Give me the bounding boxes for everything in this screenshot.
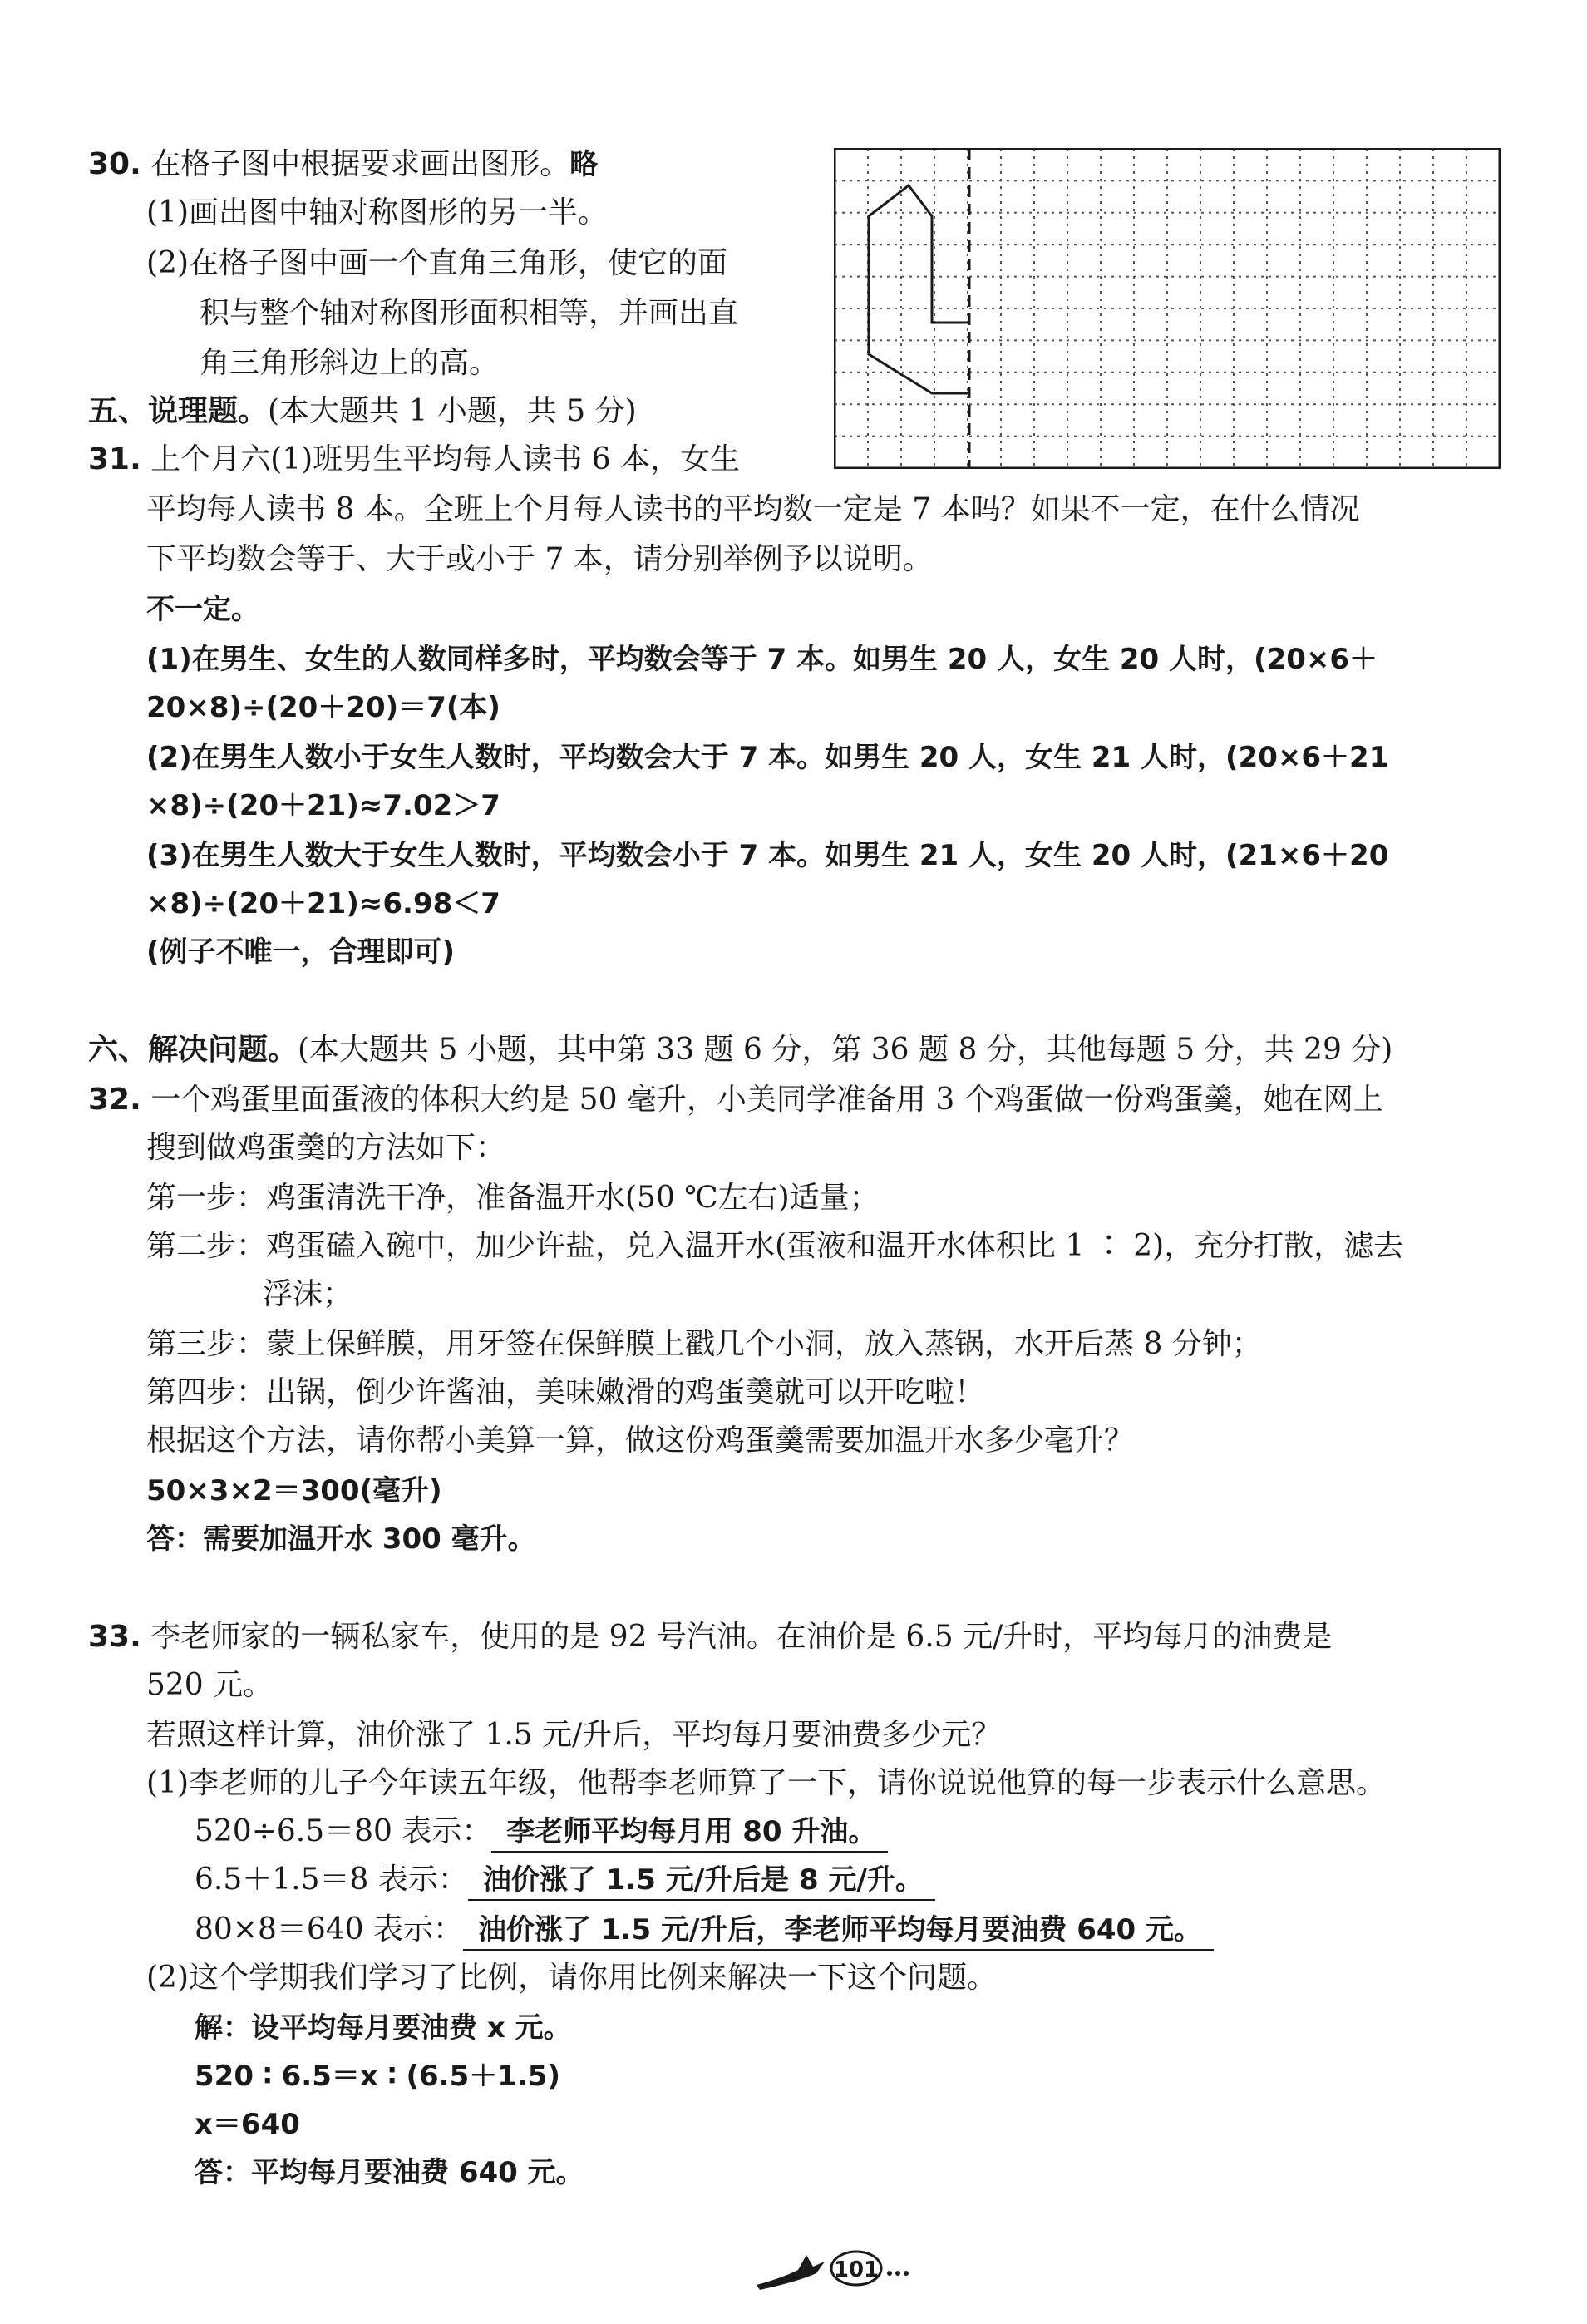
section-5-note: (本大题共 1 小题，共 5 分) xyxy=(268,394,637,428)
q31-answer-4: ×8)÷(20＋21)≈7.02＞7 xyxy=(146,789,500,822)
q30-part-2-line-2: 积与整个轴对称图形面积相等，并画出直 xyxy=(200,296,739,330)
q33-line-1 xyxy=(88,1618,1332,1656)
q31-line-1 xyxy=(88,441,740,479)
q33-answer-2: 520 ∶ 6.5＝x ∶ (6.5＋1.5) xyxy=(195,2060,561,2093)
q33-ask: 若照这样计算，油价涨了 1.5 元/升后，平均每月要油费多少元？ xyxy=(146,1718,1002,1752)
q33-part-1: (1)李老师的儿子今年读五年级，他帮李老师算了一下，请你说说他算的每一步表示什么意思。 xyxy=(146,1766,1386,1800)
section-6-heading xyxy=(88,1031,1392,1069)
q33-expr-2-answer: 油价涨了 1.5 元/升后是 8 元/升。 xyxy=(468,1861,935,1901)
question-number: 30. xyxy=(88,147,141,181)
runner-logo-icon xyxy=(757,2255,825,2290)
q33-line-2: 520 元。 xyxy=(146,1668,274,1702)
q32-line-2: 搜到做鸡蛋羹的方法如下： xyxy=(146,1131,506,1165)
q30-answer: 略 xyxy=(569,148,599,181)
q30-part-2-line-3: 角三角形斜边上的高。 xyxy=(200,346,500,380)
q32-answer-1: 50×3×2＝300(毫升) xyxy=(146,1474,442,1507)
q31-answer-0: 不一定。 xyxy=(146,593,259,626)
q31-line-2: 平均每人读书 8 本。全班上个月每人读书的平均数一定是 7 本吗？如果不一定，在什么情况 xyxy=(146,492,1360,526)
q32-text-1: 一个鸡蛋里面蛋液的体积大约是 50 毫升，小美同学准备用 3 个鸡蛋做一份鸡蛋羹，她在网上 xyxy=(150,1083,1383,1117)
grid-figure xyxy=(834,148,1501,469)
q31-text-1: 上个月六(1)班男生平均每人读书 6 本，女生 xyxy=(150,442,741,476)
question-number: 33. xyxy=(88,1620,141,1654)
q33-expr-1-answer: 李老师平均每月用 80 升油。 xyxy=(491,1813,888,1853)
q33-expr-3-answer: 油价涨了 1.5 元/升后，李老师平均每月要油费 640 元。 xyxy=(463,1911,1214,1951)
q30-stem: 在格子图中根据要求画出图形。 xyxy=(150,147,570,181)
q31-answer-2: 20×8)÷(20＋20)＝7(本) xyxy=(146,691,500,724)
q33-expr-1-label: 520÷6.5＝80 表示： xyxy=(195,1814,492,1848)
section-6-note: (本大题共 5 小题，其中第 33 题 6 分，第 36 题 8 分，其他每题 5 分，共 29 分) xyxy=(298,1033,1393,1067)
q30-line-1 xyxy=(88,146,598,184)
q32-step-1: 第一步：鸡蛋清洗干净，准备温开水(50 ℃左右)适量； xyxy=(146,1181,880,1215)
q31-answer-3: (2)在男生人数小于女生人数时，平均数会大于 7 本。如男生 20 人，女生 21 人时，(20×6＋21 xyxy=(146,741,1389,774)
q31-answer-1: (1)在男生、女生的人数同样多时，平均数会等于 7 本。如男生 20 人，女生 20 人时，(20×6＋ xyxy=(146,643,1378,676)
q33-expr-2-label: 6.5＋1.5＝8 表示： xyxy=(195,1863,468,1897)
q30-part-1: (1)画出图中轴对称图形的另一半。 xyxy=(146,195,608,229)
q32-line-1 xyxy=(88,1081,1383,1119)
q33-answer-4: 答：平均每月要油费 640 元。 xyxy=(195,2156,584,2189)
q31-answer-6: ×8)÷(20＋21)≈6.98＜7 xyxy=(146,887,500,920)
grid-dotted-lines xyxy=(835,149,1500,468)
q33-part-2: (2)这个学期我们学习了比例，请你用比例来解决一下这个问题。 xyxy=(146,1961,997,1995)
q32-step-2-cont: 浮沫； xyxy=(263,1277,353,1311)
section-5-heading xyxy=(88,392,637,431)
q30-part-2-line-1: (2)在格子图中画一个直角三角形，使它的面 xyxy=(146,246,727,280)
dot-icon xyxy=(895,2271,900,2276)
dot-icon xyxy=(904,2271,909,2276)
page-number: 101 xyxy=(833,2257,880,2282)
q33-expr-3 xyxy=(195,1911,1214,1951)
section-5-title: 五、说理题。 xyxy=(88,394,269,428)
q33-answer-3: x＝640 xyxy=(195,2108,300,2141)
page-footer xyxy=(748,2245,914,2295)
q32-ask: 根据这个方法，请你帮小美算一算，做这份鸡蛋羹需要加温开水多少毫升？ xyxy=(146,1424,1135,1458)
q32-step-4: 第四步：出锅，倒少许酱油，美味嫩滑的鸡蛋羹就可以开吃啦！ xyxy=(146,1375,985,1409)
q33-expr-2 xyxy=(195,1861,935,1901)
q32-step-2: 第二步：鸡蛋磕入碗中，加少许盐，兑入温开水(蛋液和温开水体积比 1 ∶ 2)，充分打散，滤去 xyxy=(146,1229,1404,1263)
q31-line-3: 下平均数会等于、大于或小于 7 本，请分别举例予以说明。 xyxy=(146,542,933,576)
dot-icon xyxy=(887,2271,892,2276)
half-shape xyxy=(869,185,969,393)
q33-expr-1 xyxy=(195,1813,888,1853)
q32-step-3: 第三步：蒙上保鲜膜，用牙签在保鲜膜上戳几个小洞，放入蒸锅，水开后蒸 8 分钟； xyxy=(146,1327,1262,1361)
q33-answer-1: 解：设平均每月要油费 x 元。 xyxy=(195,2011,572,2045)
q33-expr-3-label: 80×8＝640 表示： xyxy=(195,1912,464,1947)
q31-answer-7: (例子不唯一，合理即可) xyxy=(146,935,456,969)
q31-answer-5: (3)在男生人数大于女生人数时，平均数会小于 7 本。如男生 21 人，女生 20 人时，(21×6＋20 xyxy=(146,839,1389,872)
q32-answer-2: 答：需要加温开水 300 毫升。 xyxy=(146,1522,536,1556)
q33-text-1: 李老师家的一辆私家车，使用的是 92 号汽油。在油价是 6.5 元/升时，平均每月的油费是 xyxy=(150,1620,1333,1654)
section-6-title: 六、解决问题。 xyxy=(88,1033,298,1067)
question-number: 31. xyxy=(88,442,141,476)
question-number: 32. xyxy=(88,1083,141,1117)
